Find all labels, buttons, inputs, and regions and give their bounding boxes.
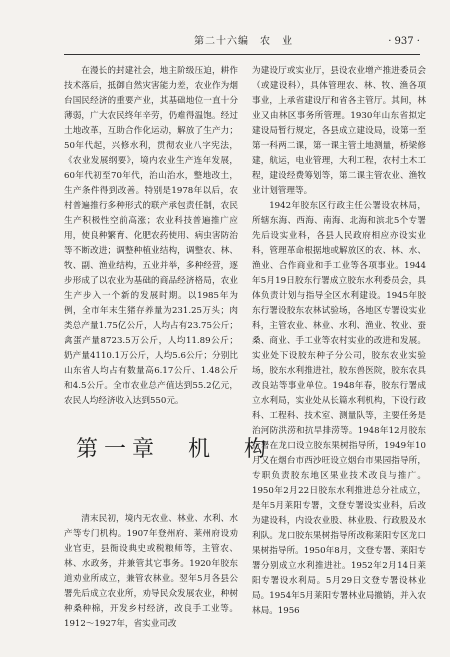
paragraph: 为建设厅或实业厅，县设农业增产推进委员会（或建设科），具体管理农、林、牧、渔各项事业，上承省建设厅和省各主管厅。其间，林业又由林区事务所管理。1930年山东省拟定建设局暂行规定，各县成立建设局，设第一至第一科两二课，第一课主管土地测量，桥梁修建，航运，电业管理，大利工程，农村土木工程，建设经费筹划等，第二课主管农业、渔牧业计划管理等。 [252, 66, 426, 196]
left-column-bottom [64, 512, 238, 632]
paragraph: 1942年胶东区行政主任公署设农林局，所辖东海、西海、南海、北海和滨北5个专署先后设实业科，各县人民政府相应亦设实业科，管理革命根据地或解放区的农、林、水、渔业、合作商业和手工业等各项事业。1944年5月19日胶东行署成立胶东水利委员会，具体负责计划与指导全区水利建设。1945年胶东行署设胶东农林试验场，各地区专署设实业科，主管农业、林业、水利、渔业、牧业、蚕桑、商业、手工业等农村实业的改进和发展。实业处下设胶东种子分公司，胶东农业实验场，胶东水利推进社，胶东兽医院，胶东农具改良站等事业单位。1948年春，胶东行署成立水利局，实业处从长篇水利机构，下设行政科、工程科、技术室、测量队等，主要任务是治河防洪涝和抗旱排涝等。1948年12月胶东行署在龙口设立胶东果树指导所，1949年10月又在烟台市西沙旺设立烟台市果园指导所，专职负责胶东地区果业技术改良与推广。1950年2月22日胶东水利推进总分社成立，是年5月莱阳专署，文登专署设实业科，后改为建设科，内设农业股、林业股、行政股及水利队。龙口胶东果树指导所改称莱阳专区龙口果树指导所。1950年8月，文登专署、莱阳专署分别成立水利推进社。1952年2月14日莱阳专署设水利局。5月29日文登专署设林业局。1954年5月莱阳专署林业局撤销，并入农林局。1956 [252, 201, 426, 616]
header-title: 第二十六编 农 业 [194, 36, 293, 47]
left-column-top [64, 64, 238, 409]
paragraph: 清末民初，境内无农业、林业、水利、水产等专门机构。1907年登州府、莱州府设劝业官吏，县衙设典史或税粮师等，主管农、林、水政务，并兼管其它事务。1920年胶东道劝业所成立，兼管农林业。翌年5月各县公署先后成立农业所，劝导民众发展农业，种树种桑种棉，开发乡村经济，改良手工业等。1912～1927年，省实业司改 [64, 514, 238, 629]
page-number: · 937 · [388, 36, 420, 47]
header-rule [64, 54, 420, 55]
right-column [252, 64, 426, 619]
running-header [64, 34, 420, 50]
paragraph: 在漫长的封建社会，地主阶级压迫，耕作技术落后，抵御自然灾害能力差，农业作为烟台国民经济的重要产业，其基础地位一直十分薄弱，广大农民终年辛劳，仍难得温饱。经过土地改革，互助合作化运动，解放了生产力；50年代起，兴修水利，贯彻农业八字宪法，《农业发展纲要》，境内农业生产连年发展，60年代初至70年代，治山治水，整地改土，生产条件得到改善。特别是1978年以后，农村普遍推行多种形式的联产承包责任制，农民生产积极性空前高涨；农业科技普遍推广应用，使良种繁育、化肥农药使用、病虫害防治等不断改进；调整种植业结构，调整农、林、牧、副、渔业结构，五业并举，多种经营，逐步形成了以农业为基础的商品经济格局，农业生产步入一个新的发展时期。以1985年为例，全市年末生猪存养量为231.25万头；肉类总产量1.75亿公斤，人均占有23.75公斤；禽蛋产量8723.5万公斤，人均11.89公斤；奶产量4110.1万公斤，人均5.6公斤；分别比山东省人均占有数量高6.17公斤、1.48公斤和4.5公斤。全市农业总产值达到55.2亿元，农民人均经济收入达到550元。 [64, 66, 238, 406]
chapter-title: 第一章 机 构 [76, 437, 273, 462]
